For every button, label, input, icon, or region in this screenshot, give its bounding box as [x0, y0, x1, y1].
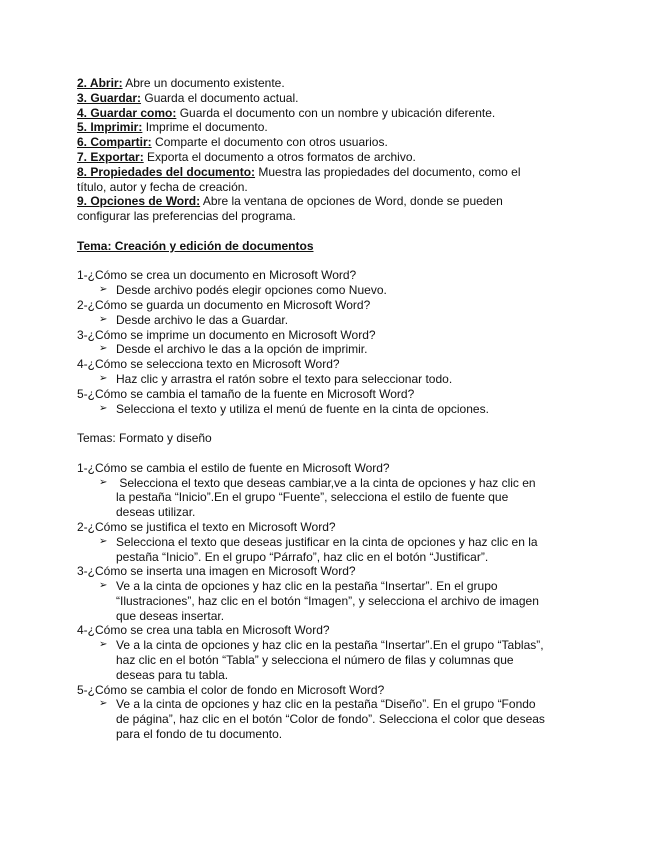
- answer-line: [77, 505, 597, 520]
- menu-item-label: 6. Compartir:: [77, 135, 152, 150]
- answer-line: [77, 638, 597, 653]
- menu-item-description: [77, 76, 597, 91]
- bullet-arrow-icon: ➢: [99, 476, 108, 488]
- menu-item-text: Abre un documento existente.: [125, 76, 285, 90]
- question: [77, 683, 597, 698]
- question: [77, 564, 597, 579]
- menu-item-text: Guarda el documento con un nombre y ubicación diferente.: [179, 105, 496, 120]
- section-title: [77, 239, 597, 254]
- blank-line: [77, 416, 597, 431]
- bullet-arrow-icon: ➢: [99, 313, 108, 325]
- document-page: [77, 76, 597, 742]
- answer-text: de página”, haz clic en el botón “Color de fondo”. Selecciona el color que deseas: [116, 712, 545, 727]
- answer-text: Desde el archivo le das a la opción de imprimir.: [116, 342, 368, 357]
- question-text: 5-¿Cómo se cambia el color de fondo en Microsoft Word?: [77, 682, 385, 697]
- answer-text: la pestaña “Inicio”.En el grupo “Fuente”, selecciona el estilo de fuente que: [116, 490, 509, 505]
- answer-text: Desde archivo podés elegir opciones como Nuevo.: [116, 283, 387, 298]
- menu-item-text: Exporta el documento a otros formatos de archivo.: [147, 149, 416, 164]
- question-text: 3-¿Cómo se inserta una imagen en Microsoft Word?: [77, 564, 356, 579]
- blank-line: [77, 254, 597, 269]
- answer-line: [77, 653, 597, 668]
- menu-item-text: Comparte el documento con otros usuarios.: [155, 135, 388, 150]
- bullet-arrow-icon: ➢: [99, 402, 108, 414]
- answer-line: [77, 372, 597, 387]
- bullet-arrow-icon: ➢: [99, 284, 108, 296]
- answer-text: haz clic en el botón “Tabla” y selecciona el número de filas y columnas que: [116, 653, 514, 668]
- answer-line: [77, 668, 597, 683]
- question: [77, 461, 597, 476]
- menu-item-description: [77, 106, 597, 121]
- answer-line: [77, 402, 597, 417]
- answer-text: “Ilustraciones”, haz clic en el botón “Imagen”, y selecciona el archivo de imagen: [116, 593, 539, 608]
- question: [77, 328, 597, 343]
- menu-item-text: Muestra las propiedades del documento, como el: [258, 164, 521, 179]
- bullet-arrow-icon: ➢: [99, 639, 108, 651]
- answer-line: [77, 727, 597, 742]
- menu-item-label: 4. Guardar como:: [77, 105, 177, 120]
- section-heading: Tema: Creación y edición de documentos: [77, 238, 314, 253]
- menu-item-text: Abre la ventana de opciones de Word, donde se pueden: [202, 194, 503, 209]
- answer-text: deseas utilizar.: [116, 505, 196, 520]
- answer-text: para el fondo de tu documento.: [116, 727, 283, 742]
- section-title: [77, 431, 597, 446]
- menu-item-description: [77, 165, 597, 180]
- answer-line: [77, 609, 597, 624]
- answer-text: Ve a la cinta de opciones y haz clic en la pestaña “Insertar”. En el grupo: [116, 579, 498, 594]
- answer-line: [77, 283, 597, 298]
- answer-line: [77, 712, 597, 727]
- bullet-arrow-icon: ➢: [99, 580, 108, 592]
- answer-text: pestaña “Inicio”. En el grupo “Párrafo”, haz clic en el botón “Justificar”.: [116, 549, 489, 564]
- menu-item-text: Guarda el documento actual.: [144, 90, 299, 105]
- bullet-arrow-icon: ➢: [99, 698, 108, 710]
- answer-line: [77, 313, 597, 328]
- question: [77, 268, 597, 283]
- answer-line: [77, 476, 597, 491]
- menu-item-text: Imprime el documento.: [145, 120, 268, 135]
- menu-item-label: 2. Abrir:: [77, 76, 123, 90]
- question-text: 2-¿Cómo se justifica el texto en Microsoft Word?: [77, 519, 336, 534]
- question: [77, 520, 597, 535]
- answer-text: Selecciona el texto que deseas justificar en la cinta de opciones y haz clic en la: [116, 534, 538, 549]
- answer-line: [77, 342, 597, 357]
- bullet-arrow-icon: ➢: [99, 343, 108, 355]
- bullet-arrow-icon: ➢: [99, 372, 108, 384]
- question: [77, 387, 597, 402]
- menu-item-continuation: [77, 209, 597, 224]
- answer-line: [77, 490, 597, 505]
- answer-text: que deseas insertar.: [116, 608, 225, 623]
- blank-line: [77, 446, 597, 461]
- answer-text: Ve a la cinta de opciones y haz clic en la pestaña “Insertar”.En el grupo “Tablas”,: [116, 638, 544, 653]
- answer-text: Ve a la cinta de opciones y haz clic en la pestaña “Diseño”. En el grupo “Fondo: [116, 697, 536, 712]
- answer-line: [77, 594, 597, 609]
- menu-item-text: configurar las preferencias del programa.: [77, 209, 296, 224]
- question-text: 3-¿Cómo se imprime un documento en Microsoft Word?: [77, 327, 376, 342]
- answer-line: [77, 697, 597, 712]
- menu-item-description: [77, 91, 597, 106]
- answer-text: deseas para tu tabla.: [116, 667, 229, 682]
- menu-item-label: 8. Propiedades del documento:: [77, 164, 256, 179]
- question: [77, 357, 597, 372]
- menu-item-label: 9. Opciones de Word:: [77, 194, 201, 209]
- question-text: 5-¿Cómo se cambia el tamaño de la fuente en Microsoft Word?: [77, 386, 415, 401]
- blank-line: [77, 224, 597, 239]
- answer-line: [77, 535, 597, 550]
- question: [77, 298, 597, 313]
- answer-line: [77, 550, 597, 565]
- answer-text: Haz clic y arrastra el ratón sobre el texto para seleccionar todo.: [116, 371, 453, 386]
- answer-line: [77, 579, 597, 594]
- question-text: 2-¿Cómo se guarda un documento en Microsoft Word?: [77, 297, 371, 312]
- section-heading: Temas: Formato y diseño: [77, 431, 212, 446]
- menu-item-description: [77, 120, 597, 135]
- question-text: 1-¿Cómo se cambia el estilo de fuente en Microsoft Word?: [77, 460, 390, 475]
- menu-item-label: 5. Imprimir:: [77, 120, 143, 135]
- answer-text: Selecciona el texto y utiliza el menú de fuente en la cinta de opciones.: [116, 401, 489, 416]
- question-text: 4-¿Cómo se crea una tabla en Microsoft Word?: [77, 623, 330, 638]
- menu-item-description: [77, 194, 597, 209]
- bullet-arrow-icon: ➢: [99, 535, 108, 547]
- menu-item-description: [77, 135, 597, 150]
- menu-item-continuation: [77, 180, 597, 195]
- menu-item-label: 3. Guardar:: [77, 90, 142, 105]
- question-text: 1-¿Cómo se crea un documento en Microsoft Word?: [77, 268, 357, 283]
- menu-item-label: 7. Exportar:: [77, 149, 144, 164]
- question-text: 4-¿Cómo se selecciona texto en Microsoft Word?: [77, 357, 340, 372]
- question: [77, 623, 597, 638]
- menu-item-description: [77, 150, 597, 165]
- answer-text: Selecciona el texto que deseas cambiar,ve a la cinta de opciones y haz clic en: [116, 475, 536, 490]
- answer-text: Desde archivo le das a Guardar.: [116, 312, 289, 327]
- menu-item-text: título, autor y fecha de creación.: [77, 179, 248, 194]
